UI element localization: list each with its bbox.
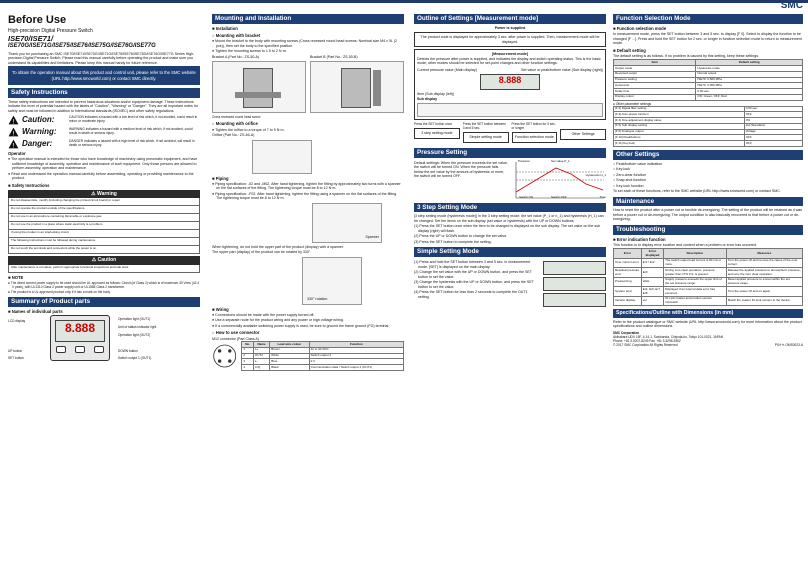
- error-row: Over current error Er1 / Er2 The switch output load current is 80 mA or more. Turn the power off and remove the cause of the over current.: [614, 258, 803, 268]
- troubleshooting-heading: Troubleshooting: [613, 225, 803, 235]
- orifice-part: Orifice (Part No.: ZS-46-A): [212, 133, 255, 138]
- warning-row-item: Do not use the product in a place where static electricity is a problem.: [8, 222, 200, 230]
- outline-heading: Outline of Settings [Measurement mode]: [414, 14, 606, 24]
- wiring-item: ● Use a separate route for the product wiring and any power or high voltage wiring.: [212, 318, 344, 323]
- warning-text: WARNING indicates a hazard with a medium level of risk which, if not avoided, could result in death or serious injury.: [69, 127, 193, 136]
- error-indication-heading: ■ Error indication function: [613, 236, 666, 242]
- model-line-2: ISE70G/ISE71G/ISE75/ISE76/ISE75G/ISE76G/ISE77G: [8, 43, 156, 50]
- function-selection-text: In measurement mode, press the SET button between 3 and 5 sec. to display [F 0]. Select to display the function to be changed [F ...]. Press and hold the SET button for 2 sec. or longer in function selection mode to return to measurement mode.: [613, 32, 802, 46]
- other-settings-heading: Other Settings: [613, 150, 803, 160]
- orifice-text: ● Tighten the orifice to a torque of 7 to 9 N·m.: [212, 127, 285, 132]
- function-selection-heading: Function Selection Mode: [613, 14, 803, 24]
- other-setting-item: ○ Zero-clear function: [613, 172, 647, 177]
- top-rule: [0, 0, 808, 3]
- bracket-b-label: Bracket B (Part No.: ZS-50-B): [310, 54, 358, 59]
- bracket-b-drawing: [310, 61, 404, 113]
- pin-table: [241, 341, 404, 371]
- default-row: Delay time 0.00 sec.: [614, 89, 803, 95]
- hysteresis-annotation: Hysteresis H_1: [585, 172, 606, 177]
- up-button[interactable]: [56, 346, 66, 353]
- safety-levels: [8, 115, 200, 149]
- down-button[interactable]: [94, 346, 104, 353]
- names-heading: ■ Names of individual parts: [8, 308, 63, 314]
- measurement-display: 8.888: [480, 74, 540, 90]
- simple-step: (2) Change the set value with the UP or DOWN button, and press the SET button to set the value.: [414, 270, 532, 279]
- error-table-header: Error Error displayed Description Measures: [614, 249, 803, 259]
- mode-flow-item: [414, 122, 460, 144]
- rotation-label: 330° rotation: [307, 297, 328, 302]
- other-param-row: [F 6] Analogue output Voltage: [614, 129, 803, 135]
- orifice-drawing: [252, 140, 312, 174]
- connector-heading: ○ How to use connector: [212, 330, 260, 336]
- operator-list: [8, 157, 200, 180]
- wiring-item: ● If a commercially available switching power supply is used, be sure to ground the frame ground (FG) terminal.: [212, 323, 390, 328]
- default-table-header: Item Default setting: [614, 60, 803, 66]
- wiring-heading: ■ Wiring: [212, 306, 229, 312]
- connector-section: [212, 341, 404, 371]
- display-sample: [543, 277, 606, 291]
- mode-flow-item: [512, 122, 558, 144]
- default-row: Hysteresis ISE70: 0.050 MPa: [614, 83, 803, 89]
- pin-row: 4 C/Q Black Communication data / Switch output 1 (OUT1): [242, 365, 404, 371]
- three-step-text: [3 step setting mode (hysteresis mode)] In the 3 step setting mode, the set value (P_1 or n_1) and hysteresis (H_1) can be changed. Set the items on the sub display (set value or hysteresis) with the UP or DOWN buttons.: [414, 214, 604, 223]
- spanner-label: Spanner: [365, 235, 379, 240]
- pressure-setting-heading: Pressure Setting: [414, 148, 606, 158]
- simple-setting-list: [414, 259, 540, 309]
- column-3: [414, 14, 606, 309]
- warning-row-item: Do not use in an atmosphere containing flammable or explosive gas.: [8, 214, 200, 222]
- bracket-plate-drawing: [235, 92, 281, 98]
- three-step-item: (3) Press the SET button to complete the setting.: [414, 239, 492, 244]
- company-name: SMC Corporation: [613, 330, 640, 335]
- function-selection-sub: ■ Function selection mode: [613, 25, 667, 31]
- default-row: Display colour ON: Green, OFF: Red: [614, 94, 803, 100]
- maintenance-heading: Maintenance: [613, 197, 803, 207]
- connector-label: M12 connector (Part Class A): [212, 336, 259, 341]
- pin-row: 1 L+ Brown 12 to 30 VDC: [242, 347, 404, 353]
- operator-item: ● The operation manual is intended for those who have knowledge of machinery using pneumatic equipment, and have sufficient knowledge of assembly, operation and maintenance of such equipment. Only those persons are allowed to perform assembly, operation and maintenance.: [8, 157, 198, 171]
- other-param-row: [F 2] Digital filter setting 0.00 sec.: [614, 106, 803, 112]
- default-row: Output mode Hysteresis mode: [614, 66, 803, 72]
- time-label: Time: [599, 194, 606, 199]
- danger-label: Danger:: [22, 139, 53, 149]
- warning-row: [8, 127, 200, 137]
- caution-row: [8, 115, 200, 125]
- warning-row-item: Do not disassemble, modify (including changing the printed circuit board) or repair.: [8, 198, 200, 206]
- simple-setting-section: [414, 259, 606, 309]
- set-value-annotation: Set value P_1: [551, 158, 570, 163]
- measurement-text: Detects the pressure after power is supplied, and indicates the display and switch operating status. This is the basic mode; other modes should be selected for set-point changes and other function settings.: [417, 56, 601, 66]
- error-row: Pressurizing HHH Supply pressure exceeds the upper limit of the set pressure range. Reset applied pressure to a level within the set pressure range.: [614, 277, 803, 287]
- piping-item: ● Piping specification: -02 and -M02. After hand tightening, tighten the fitting by approximately two turns with a spanner on the flat surfaces of the fitting. The tightening torque must be 8 to 12 N·m.: [212, 181, 401, 191]
- bracket-torque: ● Tighten the mounting screws to 1.5 to 2 N·m.: [212, 49, 287, 54]
- intro-text: Thank you for purchasing an SMC ISE70/ISE71/ISE70G/ISE71G/ISE75/ISE76/ISE75G/ISE76G/ISE77G Series High-precision Digital Pressure Switch. Please read this manual carefully before operating the product and make sure you understand its capabilities and limitations. Please keep this manual handy for future reference.: [8, 51, 195, 65]
- column-2: [212, 14, 404, 371]
- part-label: Switch output 1 (OUT1): [118, 355, 152, 360]
- svg-text:!: !: [12, 130, 15, 138]
- set-button[interactable]: [75, 346, 85, 353]
- switch-body-drawing: [243, 68, 273, 108]
- footer: [613, 331, 803, 347]
- default-row: Reversed output Normal output: [614, 71, 803, 77]
- specifications-heading: Specifications/Outline with Dimensions (in mm): [613, 309, 803, 318]
- column-4: [613, 0, 803, 347]
- simple-step: (1) Press and hold the SET button between 3 and 5 sec. in measurement mode. [SET] is displayed on the main display.: [414, 260, 531, 269]
- other-setting-item: ○ Key-lock: [613, 167, 630, 172]
- default-setting-heading: ■ Default setting: [613, 47, 646, 53]
- warning-row-item: Do not touch the terminals and connectors while the power is on.: [8, 246, 200, 254]
- other-param-row: [F 11] Key-lock OFF: [614, 141, 803, 147]
- other-param-row: [F 4] Fine adjustment display value 0%: [614, 118, 803, 124]
- rotate-note: The upper part (display) of the product can be rotated by 330°.: [212, 250, 312, 255]
- specifications-text: Refer to the product catalogue or SMC website (URL http://www.smcworld.com) for more information about the product specifications and outline dimensions.: [613, 319, 802, 329]
- company-address: Akihabara UDX 15F, 4-14-1, Sotokanda, Chiyoda-ku, Tokyo 101-0021, JAPAN: [613, 334, 724, 339]
- rotation-drawing: [302, 257, 362, 305]
- company-phone: Phone: +81 3-5207-8249 Fax: +81 3-5298-5362: [613, 338, 681, 343]
- error-row: Residual pressure error Er0 During zero clear operation, pressure greater than ±7% F.S. is present. Release the applied pressure to atmospheric pressure, and retry the zero clear operation.: [615, 267, 801, 276]
- other-setting-item: ○ Peak/bottom value indication: [613, 161, 663, 166]
- warning-row-item: If using the product in an interlocking circuit.: [8, 230, 200, 238]
- danger-row: [8, 139, 200, 149]
- press-set-5: Press the SET button for 5 sec. or longer: [511, 122, 556, 131]
- error-row: Version display ver IO-Link master and product version mismatch. Match the master IO-Link version to the device.: [614, 296, 803, 306]
- operator-heading: Operator: [8, 151, 26, 157]
- orifice-list: [212, 128, 404, 132]
- simple-mode-box: Simple setting mode: [463, 132, 509, 142]
- maintenance-text: How to reset the product after a power cut or forcible de-energizing. The setting of the product will be retained as it was before a power cut or de-energizing. The output condition is also basically recovered to that before a power cut or de-energizing.: [613, 208, 803, 222]
- bracket-a-figure: [212, 55, 306, 115]
- safety-subheading: ■ Safety Instructions: [8, 182, 50, 188]
- item-label: Item (Sub display (left)): [417, 92, 455, 97]
- wiring-item: ● Connections should be made with the power supply turned off.: [212, 312, 315, 317]
- three-step-mode-box: 3 step setting mode: [414, 128, 460, 138]
- note-heading: ■ NOTE: [8, 274, 24, 280]
- mounting-heading: Mounting and Installation: [212, 14, 404, 24]
- switch-body-drawing: [341, 68, 371, 108]
- danger-text: DANGER indicates a hazard with a high level of risk which, if not avoided, will result in death or serious injury.: [69, 139, 195, 148]
- bracket-plate-drawing: [373, 70, 381, 106]
- product-body: [50, 315, 110, 361]
- function-mode-box: Function selection mode: [512, 132, 558, 142]
- error-row: System error Er4, Er6, Er7, Er8 Displayed if an internal data error has occurred. Turn the power off and on again.: [614, 287, 803, 297]
- pin-row: 3 L- Blue 0 V: [242, 359, 404, 365]
- press-set-once: Press the SET button once: [414, 122, 453, 127]
- press-set-3-5: Press the SET button between 3 and 5 sec.: [462, 122, 506, 131]
- warning-triangle-icon: [8, 139, 19, 149]
- other-setting-item: ○ Key-lock function: [613, 183, 644, 188]
- other-settings-text: To set each of these functions, refer to the SMC website (URL http://www.smcworld.com) or contact SMC.: [613, 189, 781, 194]
- copyright: © 2017 SMC Corporation All Rights Reserved: [613, 342, 678, 347]
- screw-label: Cross recessed round head screw: [212, 115, 261, 120]
- svg-text:!: !: [12, 142, 15, 150]
- other-param-row: [F 10] Peak/bottom OFF: [614, 135, 803, 141]
- mode-flow-item: [560, 122, 606, 144]
- operator-item: ● Read and understand the operation manual carefully before assembling, operating or providing maintenance to the product.: [8, 171, 194, 181]
- part-label: DOWN button: [118, 348, 138, 353]
- svg-text:!: !: [12, 118, 15, 126]
- other-params-label: ● Other parameter settings: [613, 101, 652, 106]
- warning-triangle-icon: [8, 115, 19, 125]
- part-label: UP button: [8, 348, 23, 353]
- warning-row-item: Do not operate the product outside of the specifications.: [8, 206, 200, 214]
- summary-heading: Summary of Product parts: [8, 297, 200, 307]
- switch-off-label: Switch OFF: [551, 194, 567, 199]
- bracket-text: ● Mount the bracket to the body with mounting screws (Cross recessed round head screws: Nominal size M4 x 5L (2 pcs)), then set the body to the specified position.: [212, 39, 398, 48]
- set-value-label: Set value or peak/bottom value (Sub display (right)): [521, 67, 603, 72]
- product-parts-figure: [8, 315, 200, 363]
- sub-display-label: Sub display: [417, 96, 438, 101]
- mode-flow-item: [463, 122, 509, 144]
- other-setting-item: ○ Snap shot function: [613, 178, 646, 183]
- troubleshooting-text: This function is to display error location and content when a problem or error has occurred.: [613, 242, 758, 247]
- piping-item: ● Piping specification: -F02. After hand tightening, tighten the fitting using a spanner on the flat surfaces of the fitting. The tightening torque must be 8 to 12 N·m.: [212, 191, 398, 201]
- piping-list: [212, 182, 404, 201]
- pressure-setting-section: [414, 160, 606, 200]
- power-box: The product code is displayed for approximately 3 sec. after power is supplied. Then, measurement mode will be displayed.: [414, 32, 606, 47]
- pin-row: 2 OUT2 White Switch output 2: [242, 353, 404, 359]
- bracket-figures: [212, 55, 404, 115]
- part-label: LCD display: [8, 318, 26, 323]
- part-label: Operation light (OUT1): [118, 316, 151, 321]
- part-label: SET button: [8, 355, 24, 360]
- hysteresis-chart: [511, 160, 606, 200]
- three-step-item: (1) Press the SET button once when the item to be changed is displayed on the sub display. The set value on the sub display (right) will flash.: [414, 224, 601, 233]
- spanner-drawing: [312, 203, 382, 243]
- footer-bottom: [613, 343, 803, 347]
- default-setting-text: The default setting is as follows. If no problem is caused by this setting, keep these settings.: [613, 53, 760, 58]
- hysteresis-diagram: [511, 160, 606, 200]
- other-settings-list: [613, 162, 803, 188]
- pin-table-header: No. Name Lead wire colour Function: [242, 342, 404, 348]
- bracket-list: [212, 39, 404, 53]
- model-line-1: ISE70/ISE71/: [8, 34, 54, 43]
- three-step-list: [414, 224, 606, 244]
- simple-setting-displays: [543, 259, 606, 309]
- bracket-a-drawing: [212, 61, 306, 113]
- other-params-table: [613, 106, 803, 147]
- display-sample: [543, 261, 606, 275]
- connector-pin-icon: [212, 341, 237, 371]
- installation-heading: ■ Installation: [212, 25, 238, 31]
- safety-text: These safety instructions are intended to prevent hazardous situations and/or equipment damage. These instructions indicate the level of potential hazard with the labels of "Caution", "Warning" or "Danger". They are all important notes for safety and must be followed in addition to International standards (ISO/IEC) and other safety regulations.: [8, 99, 199, 113]
- three-step-heading: 3 Step Setting Mode: [414, 203, 606, 213]
- warning-table-title: ⚠ Warning: [8, 190, 200, 198]
- other-param-row: [F 5] Sub display setting std (Standard): [614, 123, 803, 129]
- mode-flow: [414, 122, 606, 144]
- sub-display-sequence: [417, 103, 603, 117]
- other-param-row: [F 3] Auto-preset function OFF: [614, 112, 803, 118]
- note-item: ● The direct current power supply to be used should be UL approved as follows: Circuit (of Class 2) which is of maximum 30 Vrms (42.4 V peak), with UL1310 Class 2 power supply unit or UL1585 Class 2 transformer.: [8, 280, 200, 289]
- simple-step: (3) Change the hysteresis with the UP or DOWN button, and press the SET button to set the value.: [414, 280, 534, 289]
- three-step-item: (2) Press the UP or DOWN button to change the set value.: [414, 234, 508, 239]
- doc-number: PS※※-OMS0023-A: [774, 342, 803, 347]
- caution-label: Caution:: [22, 115, 55, 125]
- part-label: Operation light (OUT2): [118, 332, 151, 337]
- lcd-display: 8.888: [55, 320, 105, 342]
- bracket-heading: ○ Mounting with bracket: [212, 33, 261, 39]
- switch-on-label: Switch ON: [519, 194, 534, 199]
- column-1: [8, 14, 200, 363]
- pressure-setting-text: Default settings: When the pressure exceeds the set value, the switch will be turned ON. When the pressure falls below the set value by the amount of hysteresis or more, the switch will be turned OFF.: [414, 160, 508, 179]
- default-row: Pressure setting ISE70: 0.500 MPa: [614, 77, 803, 83]
- bracket-a-label: Bracket A (Part No.: ZS-50-A): [212, 54, 260, 59]
- warning-triangle-icon: [8, 127, 19, 137]
- caution-row-item: After maintenance is complete, perform appropriate functional inspections and leak tests.: [8, 265, 200, 273]
- default-table: [613, 59, 803, 100]
- note-item: ● The product is a UL approved product only if it has a mark on the body.: [8, 289, 111, 294]
- caution-text: CAUTION indicates a hazard with a low level of risk which, if not avoided, could result in minor or moderate injury.: [69, 115, 198, 124]
- simple-setting-heading: Simple Setting Mode: [414, 247, 606, 257]
- other-settings-box: Other Settings: [560, 129, 606, 139]
- part-label: Unit of status indicator light: [118, 324, 157, 329]
- simple-step: (4) Press the SET button for less than 2 seconds to complete the OUT1 setting.: [414, 290, 528, 299]
- caution-table-title: ⚠ Caution: [8, 256, 200, 264]
- warning-row-item: The following instructions must be followed during maintenance.: [8, 238, 200, 246]
- measurement-box: [414, 49, 606, 120]
- error-table: [613, 248, 803, 306]
- button-row: [51, 346, 109, 353]
- power-label: Power is supplied: [494, 25, 526, 30]
- page-title: Before Use: [8, 14, 67, 26]
- note-list: [8, 281, 200, 294]
- smc-logo: SMC: [780, 0, 803, 11]
- measurement-title: [Measurement mode]: [491, 52, 529, 57]
- pressure-label: Pressure: [518, 158, 531, 163]
- piping-heading: ■ Piping: [212, 175, 229, 181]
- current-value-label: Current pressure value (Main display): [417, 67, 477, 72]
- subtitle: High-precision Digital Pressure Switch: [8, 27, 93, 34]
- manual-download-box[interactable]: To obtain the operation manual about this product and control unit, please refer to the SMC website (URL http://www.smcworld.com) or contact SMC directly.: [8, 66, 200, 85]
- piping-note: When tightening, do not hold the upper part of the product (display) with a spanner.: [212, 244, 344, 249]
- warning-label: Warning:: [22, 127, 57, 137]
- display-labels: [417, 68, 603, 72]
- display-sample: [543, 293, 606, 307]
- safety-heading: Safety Instructions: [8, 88, 200, 98]
- bracket-b-figure: [310, 55, 404, 115]
- wiring-list: [212, 313, 404, 328]
- warning-table: [8, 198, 200, 254]
- orifice-heading: ○ Mounting with orifice: [212, 121, 258, 127]
